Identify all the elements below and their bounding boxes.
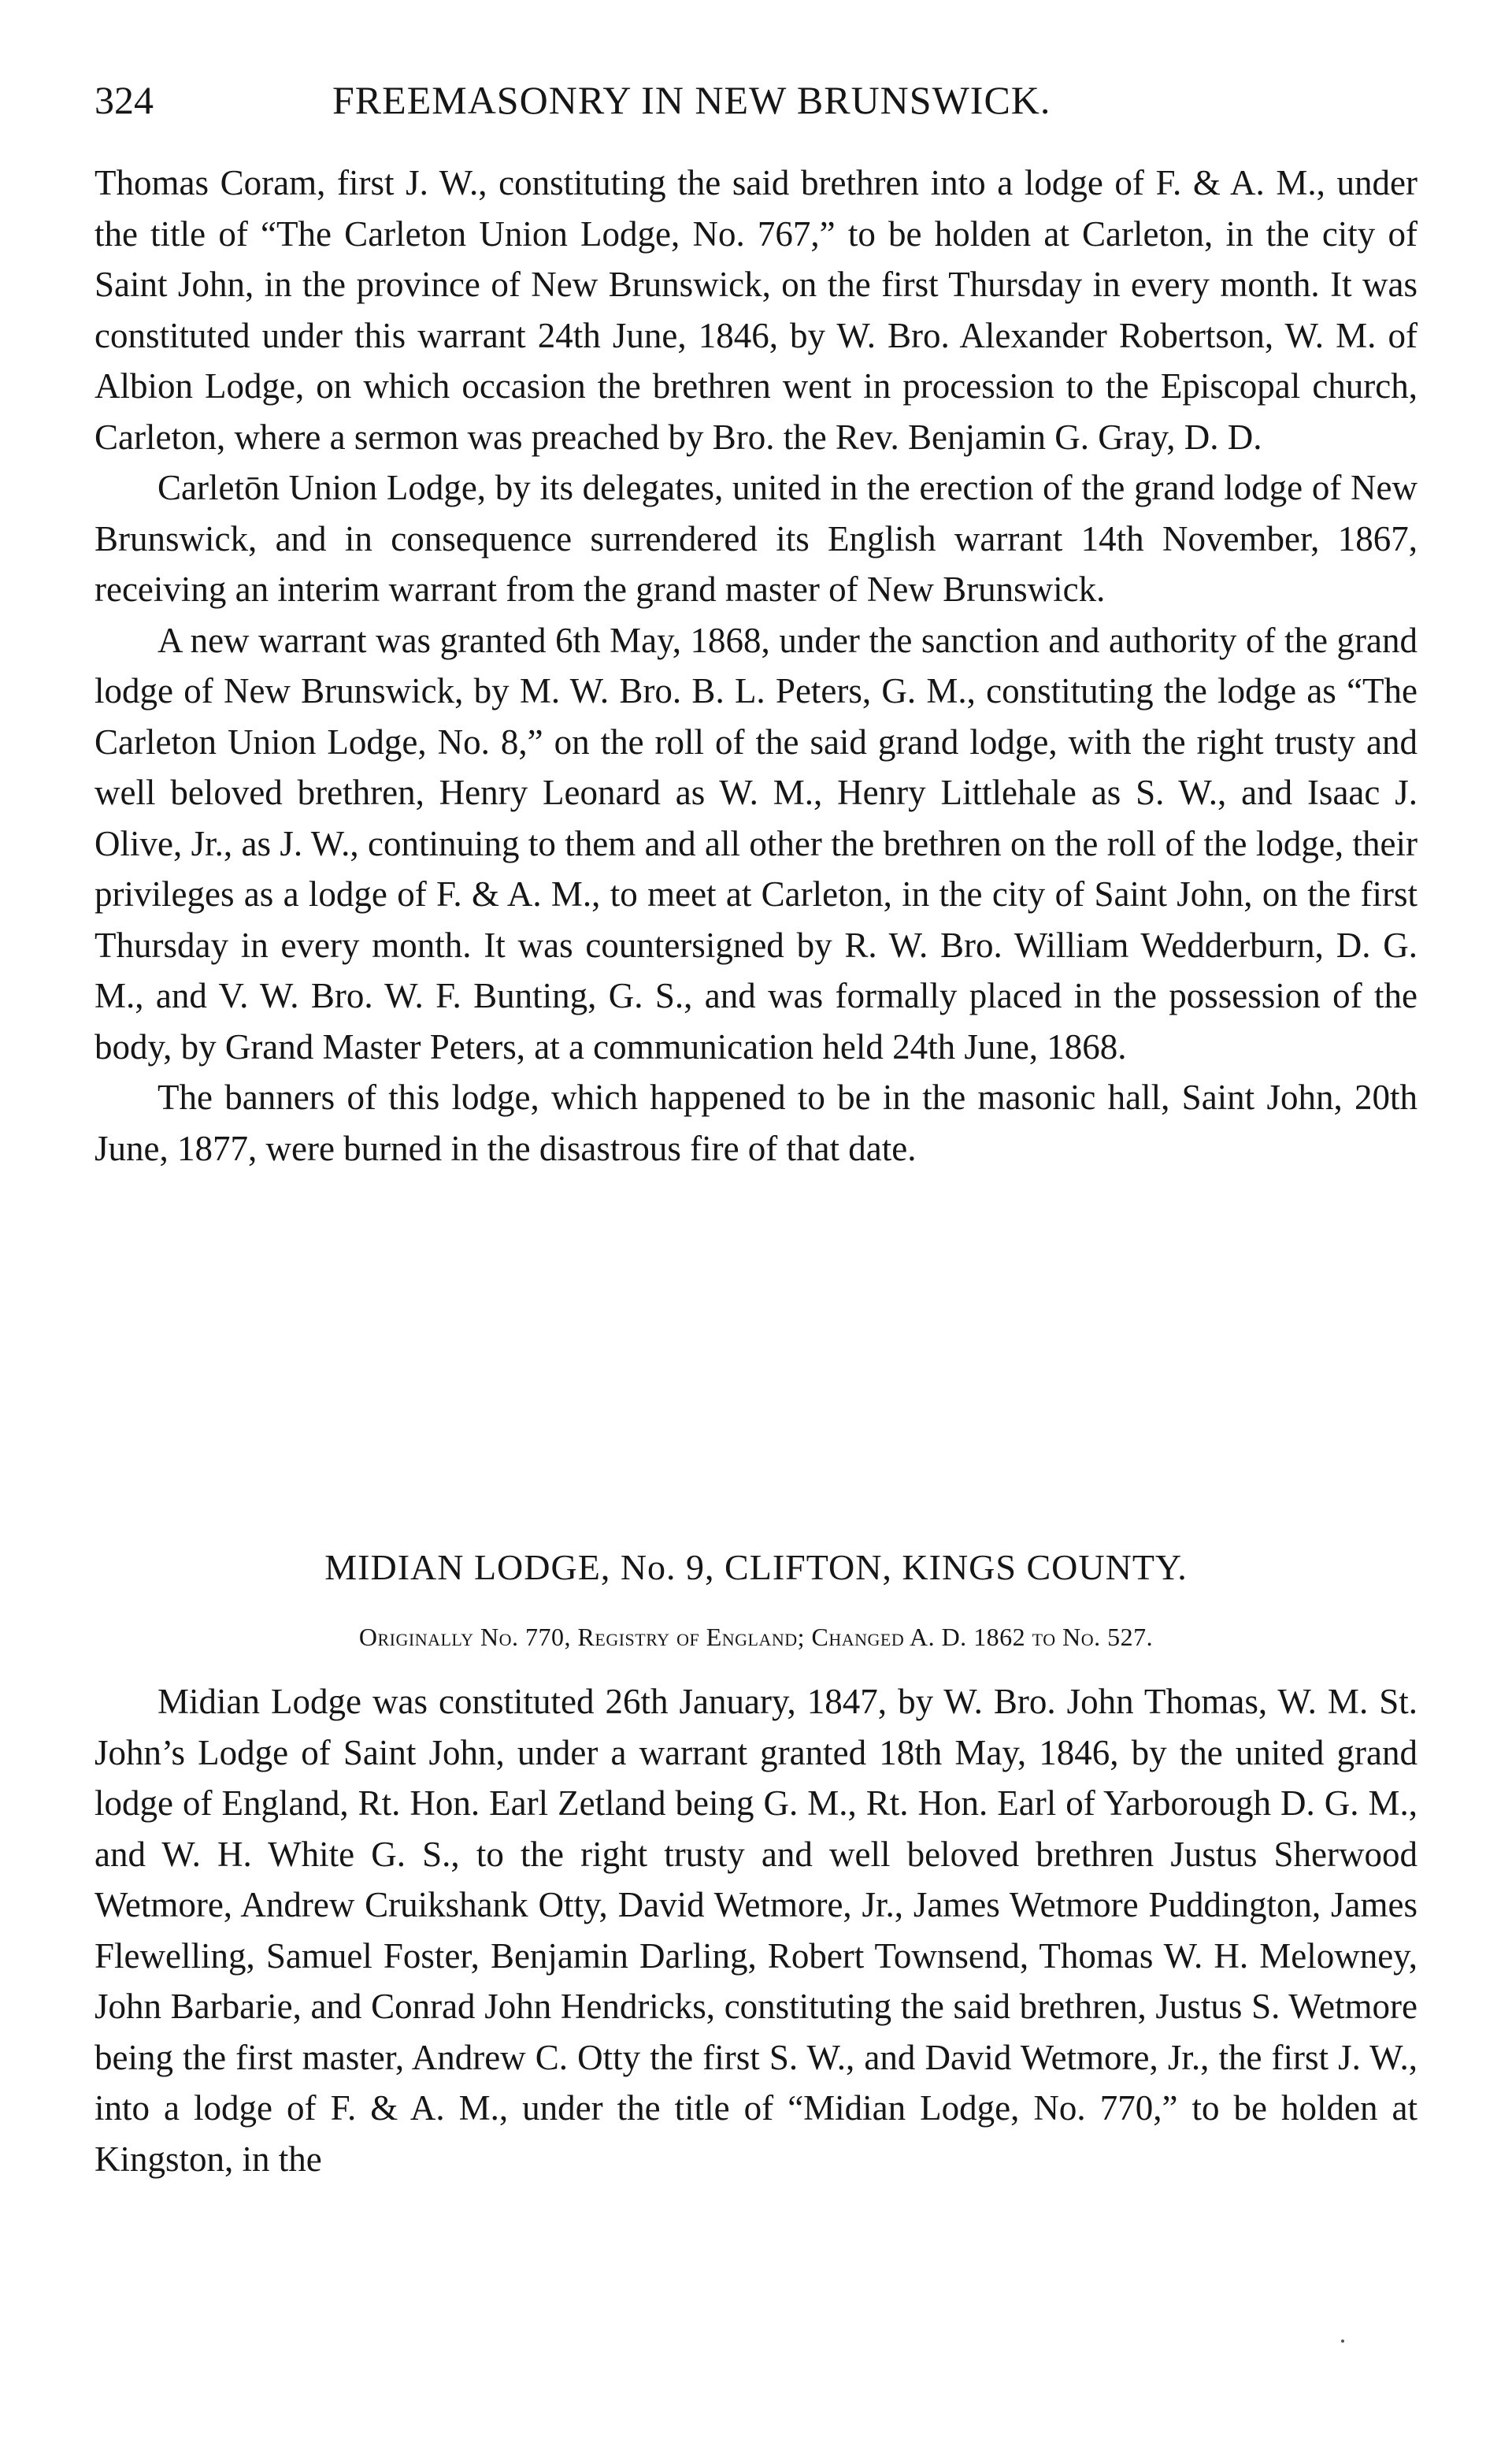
paragraph: Carletōn Union Lodge, by its delegates, united in the erection of the grand lodge of New Brunswick, and in consequence surrendered its English warrant 14th November, 1867, receiving an interim warrant from the grand master of New Brunswick.: [94, 468, 1418, 609]
page-title: FREEMASONRY IN NEW BRUNSWICK.: [332, 78, 1051, 122]
paragraph: A new warrant was granted 6th May, 1868, under the sanction and authority of the grand lodge of New Brunswick, by M. W. Bro. B. L. Peters, G. M., constituting the lodge as “The Carleton Union Lodge, No. 8,” on the roll of the said grand lodge, with the right trusty and well beloved brethren, Henry Leonard as W. M., Henry Littlehale as S. W., and Isaac J. Olive, Jr., as J. W., continuing to them and all other the brethren on the roll of the lodge, their privileges as a lodge of F. & A. M., to meet at Carleton, in the city of Saint John, on the first Thursday in every month. It was countersigned by R. W. Bro. William Wedderburn, D. G. M., and V. W. Bro. W. F. Bunting, G. S., and was formally placed in the possession of the body, by Grand Master Peters, at a communication held 24th June, 1868.: [94, 620, 1418, 1067]
page-number: 324: [94, 78, 154, 122]
section-body-text: [94, 1676, 1418, 2184]
paragraph: Thomas Coram, first J. W., constituting the said brethren into a lodge of F. & A. M., under the title of “The Carleton Union Lodge, No. 767,” to be holden at Carleton, in the city of Saint John, in the province of New Brunswick, on the first Thursday in every month. It was constituted under this warrant 24th June, 1846, by W. Bro. Alexander Robertson, W. M. of Albion Lodge, on which occasion the brethren went in procession to the Episcopal church, Carleton, where a sermon was preached by Bro. the Rev. Benjamin G. Gray, D. D.: [94, 163, 1418, 457]
paragraph: Midian Lodge was constituted 26th January, 1847, by W. Bro. John Thomas, W. M. St. John’s Lodge of Saint John, under a warrant granted 18th May, 1846, by the united grand lodge of England, Rt. Hon. Earl Zetland being G. M., Rt. Hon. Earl of Yarborough D. G. M., and W. H. White G. S., to the right trusty and well beloved brethren Justus Sherwood Wetmore, Andrew Cruikshank Otty, David Wetmore, Jr., James Wetmore Puddington, James Flewelling, Samuel Foster, Benjamin Darling, Robert Townsend, Thomas W. H. Melowney, John Barbarie, and Conrad John Hendricks, constituting the said brethren, Justus S. Wetmore being the first master, Andrew C. Otty the first S. W., and David Wetmore, Jr., the first J. W., into a lodge of F. & A. M., under the title of “Midian Lodge, No. 770,” to be holden at Kingston, in the: [94, 1682, 1418, 2179]
paragraph: The banners of this lodge, which happened to be in the masonic hall, Saint John, 20th June, 1877, were burned in the disastrous fire of that date.: [94, 1078, 1418, 1168]
print-speck: [1341, 2340, 1344, 2343]
section-heading: MIDIAN LODGE, No. 9, CLIFTON, KINGS COUNTY.: [324, 1547, 1188, 1587]
body-text: [94, 158, 1418, 1174]
section-subheading: Originally No. 770, Registry of England; Changed A. D. 1862 to No. 527.: [358, 1623, 1154, 1651]
running-head: [94, 72, 1418, 128]
